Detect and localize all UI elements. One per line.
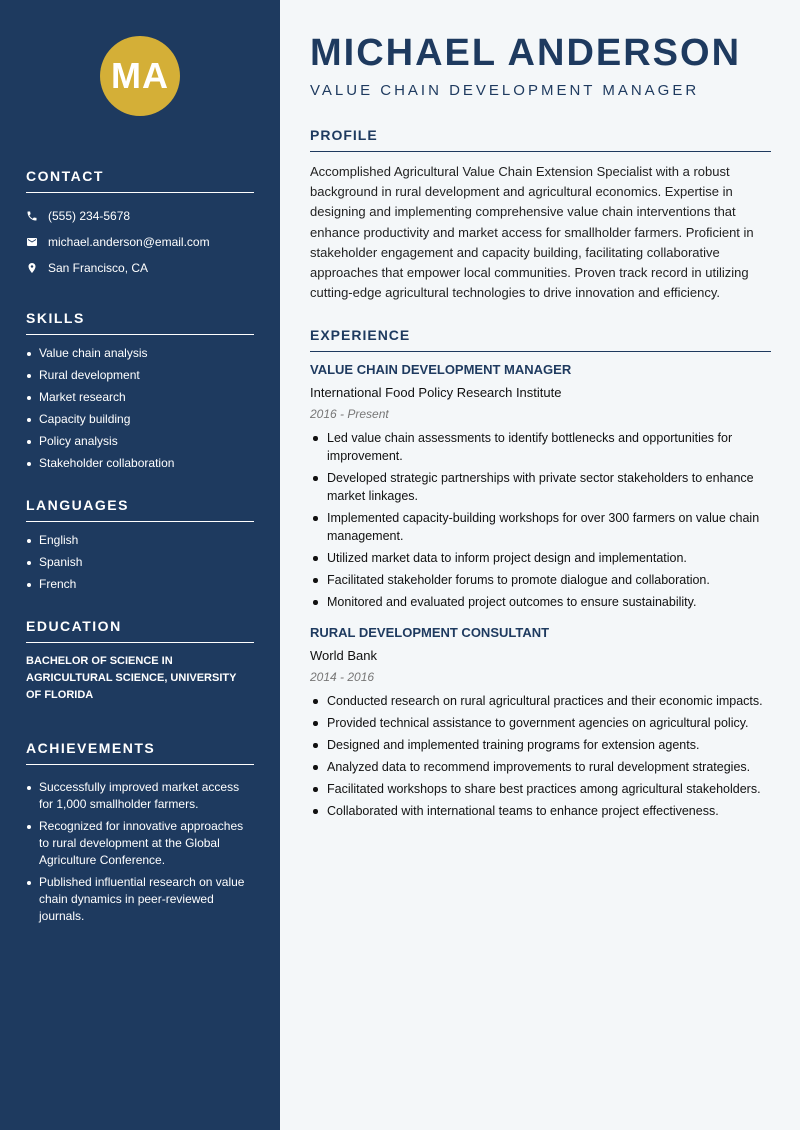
email-icon: [26, 236, 48, 248]
job-dates: 2016 - Present: [310, 407, 389, 422]
job-bullet: Conducted research on rural agricultural practices and their economic impacts.: [310, 692, 771, 710]
job-bullet: Facilitated stakeholder forums to promote dialogue and collaboration.: [310, 571, 771, 589]
skills-list: [26, 345, 254, 472]
language-item: English: [26, 532, 254, 549]
education-section: [26, 618, 254, 704]
achievements-list: [26, 779, 254, 925]
job-bullet: Facilitated workshops to share best practices among agricultural stakeholders.: [310, 780, 771, 798]
languages-section: [26, 497, 254, 593]
achievement-item: Recognized for innovative approaches to rural development at the Global Agriculture Conference.: [26, 818, 254, 869]
contact-heading: CONTACT: [26, 168, 254, 193]
job-bullet: Monitored and evaluated project outcomes to ensure sustainability.: [310, 593, 771, 611]
job-dates: 2014 - 2016: [310, 670, 375, 685]
skill-item: Stakeholder collaboration: [26, 455, 254, 472]
skill-item: Capacity building: [26, 411, 254, 428]
job-bullet: Implemented capacity-building workshops for over 300 farmers on value chain management.: [310, 509, 771, 545]
contact-phone: [26, 203, 254, 229]
avatar: MA: [100, 36, 180, 116]
skill-item: Value chain analysis: [26, 345, 254, 362]
job-title: RURAL DEVELOPMENT CONSULTANT: [310, 625, 550, 641]
job-bullet: Led value chain assessments to identify bottlenecks and opportunities for improvement.: [310, 429, 771, 465]
contact-email: [26, 229, 254, 255]
skill-item: Rural development: [26, 367, 254, 384]
job-bullets: [310, 692, 771, 820]
experience-section: [310, 327, 771, 820]
candidate-name: MICHAEL ANDERSON: [310, 32, 742, 74]
location-pin-icon: [26, 262, 48, 274]
job-company: World Bank: [310, 648, 377, 664]
location-text: San Francisco, CA: [48, 261, 149, 275]
skill-item: Market research: [26, 389, 254, 406]
main-content: [310, 30, 771, 834]
skills-section: [26, 310, 254, 472]
experience-heading: EXPERIENCE: [310, 327, 771, 352]
skill-item: Policy analysis: [26, 433, 254, 450]
profile-section: [310, 127, 771, 303]
achievements-heading: ACHIEVEMENTS: [26, 740, 254, 765]
contact-location: [26, 255, 254, 281]
email-text: michael.anderson@email.com: [48, 235, 210, 249]
profile-summary: Accomplished Agricultural Value Chain Extension Specialist with a robust background in rural development and agricultural economics. Expertise in designing and implementing comprehensive value chain interventions that enhance productivity and market access for smallholder farmers. Proficient in stakeholder engagement and capacity building, facilitating collaborative approaches that empower local communities. Proven track record in utilizing cutting-edge agricultural technologies to drive innovation and efficiency.: [310, 164, 754, 301]
skills-heading: SKILLS: [26, 310, 254, 335]
language-item: French: [26, 576, 254, 593]
job-entry: [310, 362, 771, 611]
job-title: VALUE CHAIN DEVELOPMENT MANAGER: [310, 362, 572, 378]
sidebar: [0, 0, 280, 1130]
job-bullet: Provided technical assistance to government agencies on agricultural policy.: [310, 714, 771, 732]
job-bullet: Utilized market data to inform project design and implementation.: [310, 549, 771, 567]
achievements-section: [26, 740, 254, 925]
job-bullet: Analyzed data to recommend improvements to rural development strategies.: [310, 758, 771, 776]
languages-heading: LANGUAGES: [26, 497, 254, 522]
job-company: International Food Policy Research Institute: [310, 385, 562, 401]
profile-heading: PROFILE: [310, 127, 771, 152]
education-degree: BACHELOR OF SCIENCE IN AGRICULTURAL SCIENCE, UNIVERSITY OF FLORIDA: [26, 655, 237, 701]
candidate-role: VALUE CHAIN DEVELOPMENT MANAGER: [310, 82, 700, 99]
achievement-item: Published influential research on value chain dynamics in peer-reviewed journals.: [26, 874, 254, 925]
job-bullet: Collaborated with international teams to enhance project effectiveness.: [310, 802, 771, 820]
phone-icon: [26, 210, 48, 222]
language-item: Spanish: [26, 554, 254, 571]
contact-section: [26, 168, 254, 281]
education-heading: EDUCATION: [26, 618, 254, 643]
job-bullet: Designed and implemented training programs for extension agents.: [310, 736, 771, 754]
job-bullet: Developed strategic partnerships with private sector stakeholders to enhance market linkages.: [310, 469, 771, 505]
phone-text: (555) 234-5678: [48, 209, 131, 223]
achievement-item: Successfully improved market access for 1,000 smallholder farmers.: [26, 779, 254, 813]
languages-list: [26, 532, 254, 593]
job-entry: [310, 625, 771, 820]
job-bullets: [310, 429, 771, 611]
